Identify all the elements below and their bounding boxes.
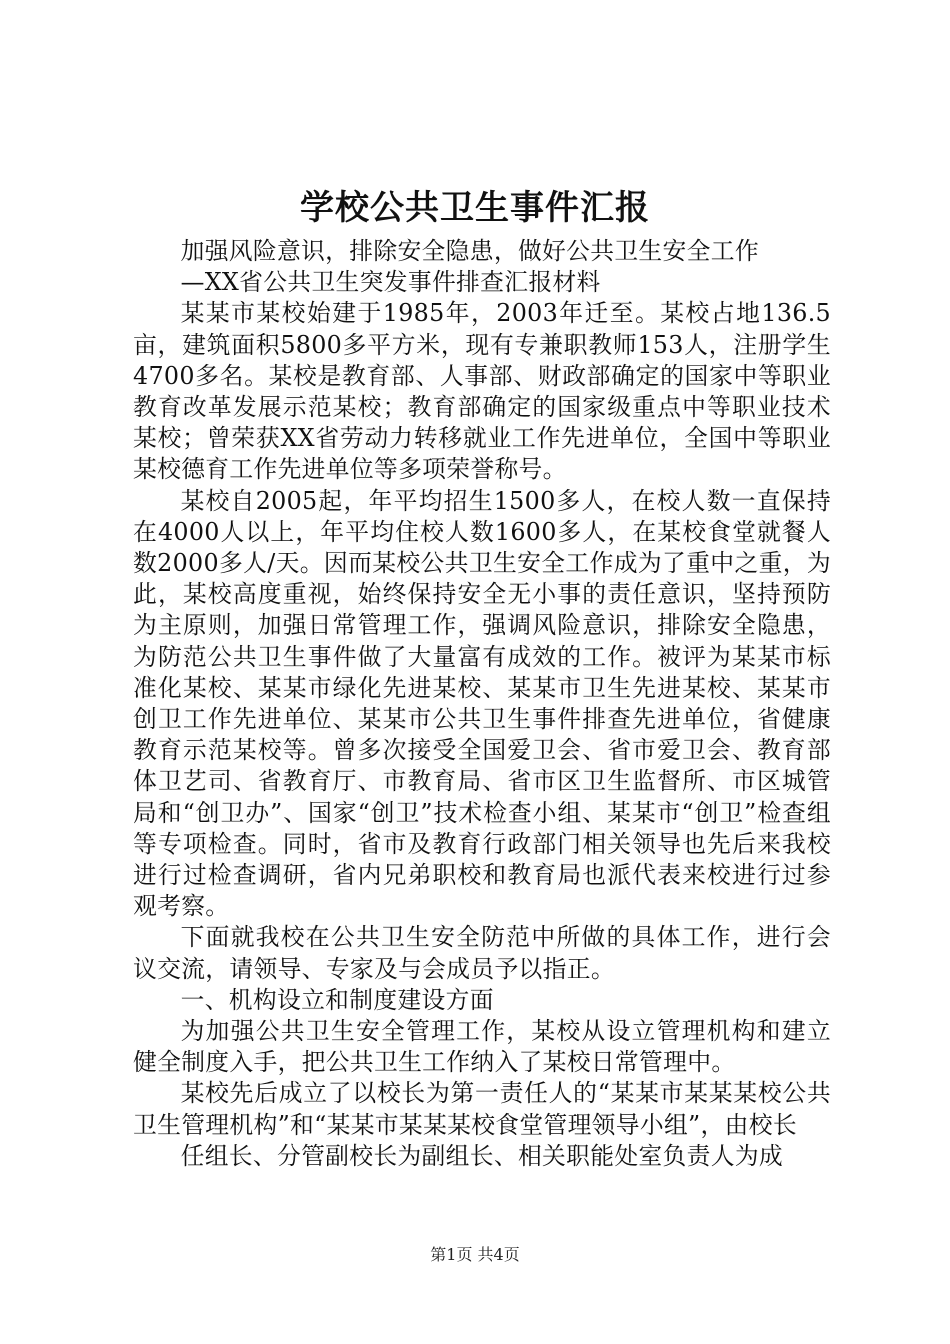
page-footer: 第1页 共4页 [430,1245,520,1264]
paragraph-management: 为加强公共卫生安全管理工作，某校从设立管理机构和建立健全制度入手，把公共卫生工作纳入了某校日常管理中。 [133,1017,831,1077]
document-body [133,236,831,1172]
section-heading-1: 一、机构设立和制度建设方面 [180,985,494,1014]
paragraph-organization: 某校先后成立了以校长为第一责任人的“某某市某某某校公共卫生管理机构”和“某某市某某某校食堂管理领导小组”，由校长 [133,1079,831,1139]
paragraph-school-intro: 某某市某校始建于1985年，2003年迁至。某校占地136.5亩，建筑面积5800多平方米，现有专兼职教师153人，注册学生4700多名。某校是教育部、人事部、财政部确定的国家中等职业教育改革发展示范某校；教育部确定的国家级重点中等职业技术某校；曾荣获XX省劳动力转移就业工作先进单位，全国中等职业某校德育工作先进单位等多项荣誉称号。 [133,299,831,484]
paragraph-exchange: 下面就我校在公共卫生安全防范中所做的具体工作，进行会议交流，请领导、专家及与会成员予以指正。 [133,923,831,983]
paragraph-continued: 任组长、分管副校长为副组长、相关职能处室负责人为成 [180,1141,784,1170]
paragraph-subtitle-line-2: —XX省公共卫生突发事件排查汇报材料 [180,268,601,297]
paragraph-enrollment: 某校自2005起，年平均招生1500多人，在校人数一直保持在4000人以上，年平均住校人数1600多人，在某校食堂就餐人数2000多人/天。因而某校公共卫生安全工作成为了重中之重，为此，某校高度重视，始终保持安全无小事的责任意识，坚持预防为主原则，加强日常管理工作，强调风险意识，排除安全隐患，为防范公共卫生事件做了大量富有成效的工作。被评为某某市标准化某校、某某市绿化先进某校、某某市卫生先进某校、某某市创卫工作先进单位、某某市公共卫生事件排查先进单位，省健康教育示范某校等。曾多次接受全国爱卫会、省市爱卫会、教育部体卫艺司、省教育厅、市教育局、省市区卫生监督所、市区城管局和“创卫办”、国家“创卫”技术检查小组、某某市“创卫”检查组等专项检查。同时，省市及教育行政部门相关领导也先后来我校进行过检查调研，省内兄弟职校和教育局也派代表来校进行过参观考察。 [133,486,831,921]
document-title: 学校公共卫生事件汇报 [300,188,650,228]
paragraph-subtitle-line-1: 加强风险意识，排除安全隐患，做好公共卫生安全工作 [180,237,759,265]
